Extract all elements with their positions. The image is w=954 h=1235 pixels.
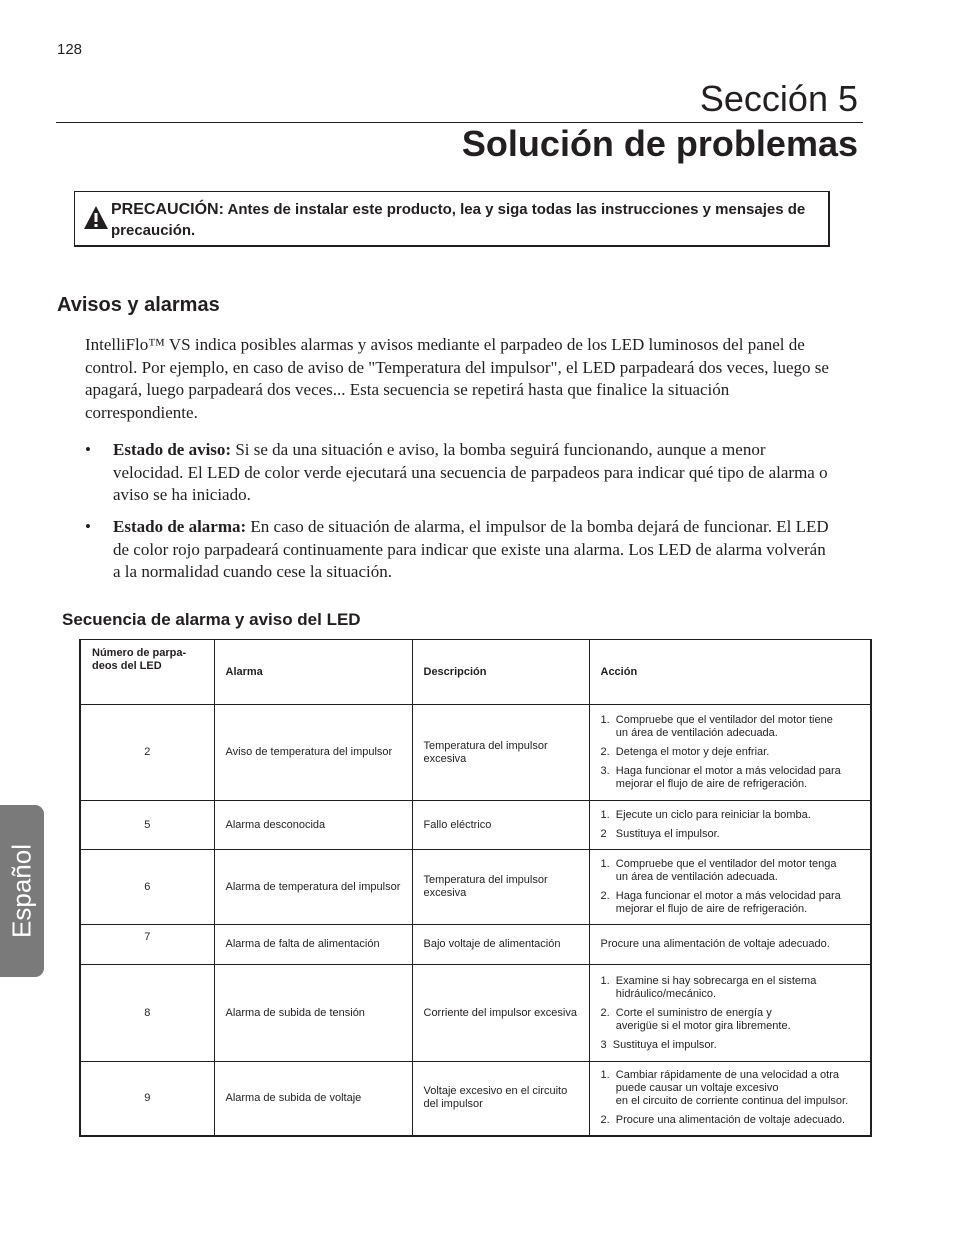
page-number: 128 xyxy=(57,41,83,58)
description-cell: Temperatura del impulsor excesiva xyxy=(412,850,589,925)
alarm-cell: Alarma desconocida xyxy=(214,801,412,850)
flashes-cell: 8 xyxy=(80,965,214,1062)
action-step: 1. Cambiar rápidamente de una velocidad a otra puede causar un voltaje excesivo en el circuito de corriente continua del impulsor. xyxy=(600,1069,849,1108)
table-row xyxy=(80,801,871,850)
action-step: 2. Haga funcionar el motor a más velocidad para mejorar el flujo de aire de refrigeración. xyxy=(600,890,841,915)
bullet-warning-state xyxy=(85,439,835,507)
warning-triangle-icon xyxy=(83,205,109,231)
table-heading: Secuencia de alarma y aviso del LED xyxy=(62,610,361,629)
flashes-cell: 5 xyxy=(80,801,214,850)
caution-label: PRECAUCIÓN: xyxy=(111,201,224,218)
caution-message xyxy=(111,199,821,241)
bullet-term: Estado de alarma: xyxy=(113,517,247,536)
led-alarm-table xyxy=(79,639,872,1137)
flashes-cell: 9 xyxy=(80,1062,214,1136)
language-tab-label: Español xyxy=(6,844,37,938)
table-row xyxy=(80,705,871,801)
bullet-term: Estado de aviso: xyxy=(113,440,232,459)
action-step: 3. Haga funcionar el motor a más velocidad para mejorar el flujo de aire de refrigeración. xyxy=(600,765,841,790)
flashes-cell: 6 xyxy=(80,850,214,925)
action-step: 2. Detenga el motor y deje enfriar. xyxy=(600,746,770,758)
description-cell: Voltaje excesivo en el circuito del impulsor xyxy=(412,1062,589,1136)
alarm-cell: Alarma de subida de tensión xyxy=(214,965,412,1062)
caution-box xyxy=(74,191,830,247)
action-step: 2. Procure una alimentación de voltaje adecuado. xyxy=(600,1114,846,1127)
action-step: 2. Corte el suministro de energía y averigüe si el motor gira libremente. xyxy=(600,1006,791,1032)
intro-paragraph: IntelliFlo™ VS indica posibles alarmas y avisos mediante el parpadeo de los LED luminosos del panel de control. Por ejemplo, en caso de aviso de "Temperatura del impulsor", el LED parpadeará dos veces, luego se apagará, luego parpadeará dos veces... Esta secuencia se repetirá hasta que finalice la situación correspondiente. xyxy=(85,335,829,422)
action-cell xyxy=(589,1062,871,1136)
action-step: 2 Sustituya el impulsor. xyxy=(600,828,720,840)
alarm-cell: Alarma de falta de alimentación xyxy=(214,925,412,965)
description-cell: Fallo eléctrico xyxy=(412,801,589,850)
action-step: 1. Examine si hay sobrecarga en el sistema hidráulico/mecánico. xyxy=(600,974,817,1000)
table-row xyxy=(80,965,871,1062)
flashes-cell: 7 xyxy=(80,925,214,965)
action-cell xyxy=(589,850,871,925)
header-action: Acción xyxy=(589,640,871,705)
alarm-cell: Aviso de temperatura del impulsor xyxy=(214,705,412,801)
table-header-row xyxy=(80,640,871,705)
action-cell xyxy=(589,925,871,965)
description-cell: Corriente del impulsor excesiva xyxy=(412,965,589,1062)
alarm-cell: Alarma de subida de voltaje xyxy=(214,1062,412,1136)
table-row xyxy=(80,925,871,965)
bullet-text: Si se da una situación e aviso, la bomba seguirá funcionando, aunque a menor velocidad. El LED de color verde ejecutará una secuencia de parpadeos para indicar qué tipo de alarma o aviso se ha iniciado. xyxy=(113,440,828,504)
header-alarm: Alarma xyxy=(214,640,412,705)
section-heading: Avisos y alarmas xyxy=(57,294,220,316)
bullet-dot: • xyxy=(85,517,91,536)
header-flashes: Número de parpa- deos del LED xyxy=(80,640,214,705)
table-row xyxy=(80,1062,871,1136)
description-cell: Bajo voltaje de alimentación xyxy=(412,925,589,965)
action-cell xyxy=(589,705,871,801)
flashes-cell: 2 xyxy=(80,705,214,801)
action-step: 1. Ejecute un ciclo para reiniciar la bomba. xyxy=(600,809,811,821)
bullet-alarm-state xyxy=(85,516,835,584)
action-step: Procure una alimentación de voltaje adecuado. xyxy=(600,938,830,950)
bullet-dot: • xyxy=(85,440,91,459)
section-label: Sección 5 xyxy=(699,78,858,119)
language-tab xyxy=(0,805,44,977)
caution-text: Antes de instalar este producto, lea y siga todas las instrucciones y mensajes de precaución. xyxy=(111,201,806,239)
header-description: Descripción xyxy=(412,640,589,705)
alarm-cell: Alarma de temperatura del impulsor xyxy=(214,850,412,925)
action-step: 1. Compruebe que el ventilador del motor tiene un área de ventilación adecuada. xyxy=(600,714,833,739)
action-cell xyxy=(589,801,871,850)
bullet-text: En caso de situación de alarma, el impulsor de la bomba dejará de funcionar. El LED de color rojo parpadeará continuamente para indicar que existe una alarma. Los LED de alarma volverán a la normalidad cuando cese la situación. xyxy=(113,517,829,581)
page-title: Solución de problemas xyxy=(461,123,858,164)
table-row xyxy=(80,850,871,925)
description-cell: Temperatura del impulsor excesiva xyxy=(412,705,589,801)
action-cell xyxy=(589,965,871,1062)
action-step: 3 Sustituya el impulsor. xyxy=(600,1038,717,1051)
action-step: 1. Compruebe que el ventilador del motor tenga un área de ventilación adecuada. xyxy=(600,858,837,883)
